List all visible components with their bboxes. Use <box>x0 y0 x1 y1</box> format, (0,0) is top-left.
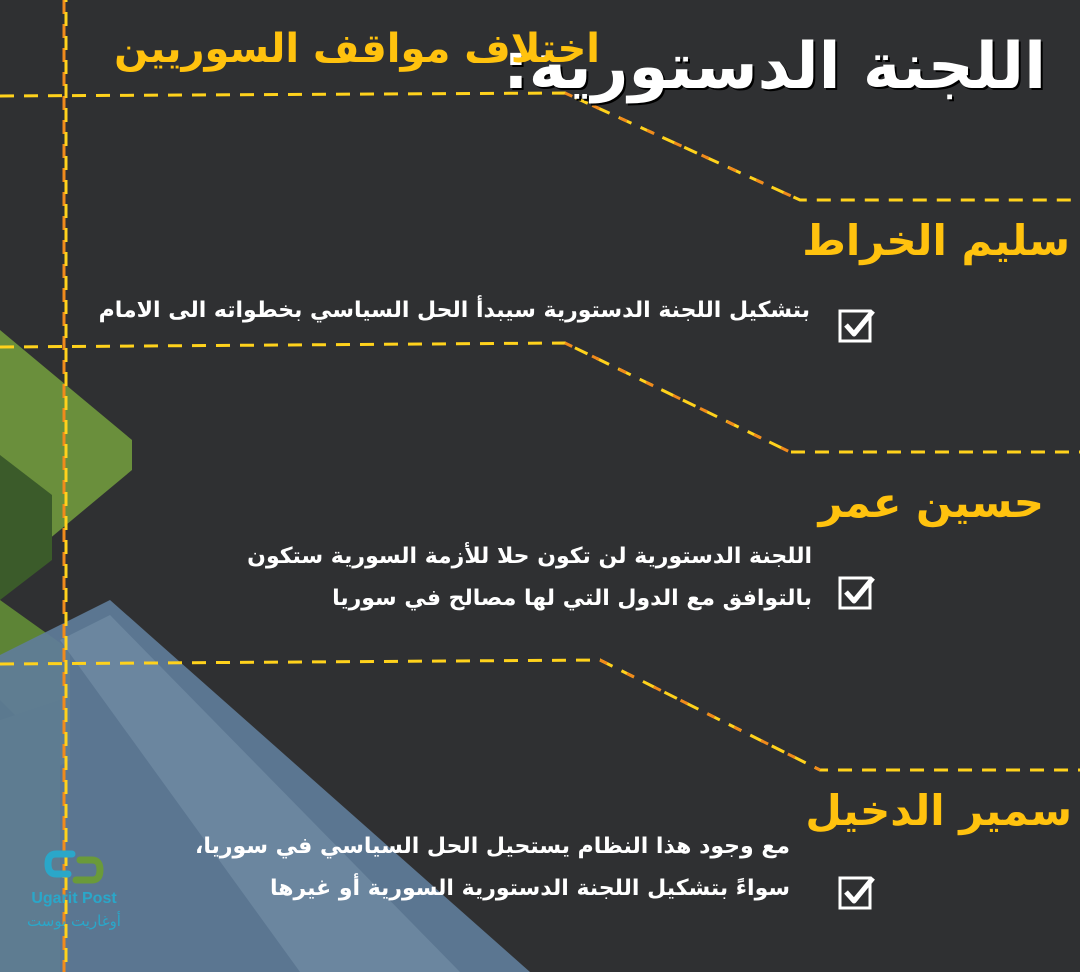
connector-2-orange <box>565 343 790 452</box>
person-name-2: حسين عمر <box>818 478 1044 527</box>
subtitle: اختلاف مواقف السوريين <box>114 26 600 72</box>
quote-line: بالتوافق مع الدول التي لها مصالح في سوريا <box>332 586 812 611</box>
connector-2 <box>0 343 1080 452</box>
ugarit-post-logo-icon <box>42 846 106 890</box>
quote-line: مع وجود هذا النظام يستحيل الحل السياسي في سوريا، <box>195 834 790 859</box>
person-quote-2 <box>72 536 812 620</box>
quote-line: سواءً بتشكيل اللجنة الدستورية السورية أو غيرها <box>269 876 790 901</box>
person-quote-3 <box>90 826 790 910</box>
logo-english-text: Ugarit Post <box>31 890 117 907</box>
main-title: اللجنة الدستورية: <box>503 30 1046 104</box>
logo-arabic-text: أوغاريت بوست <box>27 912 121 930</box>
connector-1 <box>0 93 1080 200</box>
checkbox-check-icon <box>838 572 876 610</box>
connector-3-orange <box>600 660 820 770</box>
quote-line: بتشكيل اللجنة الدستورية سيبدأ الحل السياسي بخطواته الى الامام <box>98 298 810 323</box>
person-name-1: سليم الخراط <box>802 216 1070 265</box>
checkbox-check-icon <box>838 872 876 910</box>
person-quote-1 <box>90 290 810 332</box>
quote-line: اللجنة الدستورية لن تكون حلا للأزمة السورية ستكون <box>247 544 812 569</box>
checkbox-check-icon <box>838 305 876 343</box>
person-name-3: سمير الدخيل <box>805 786 1072 835</box>
brand-logo <box>14 846 134 936</box>
